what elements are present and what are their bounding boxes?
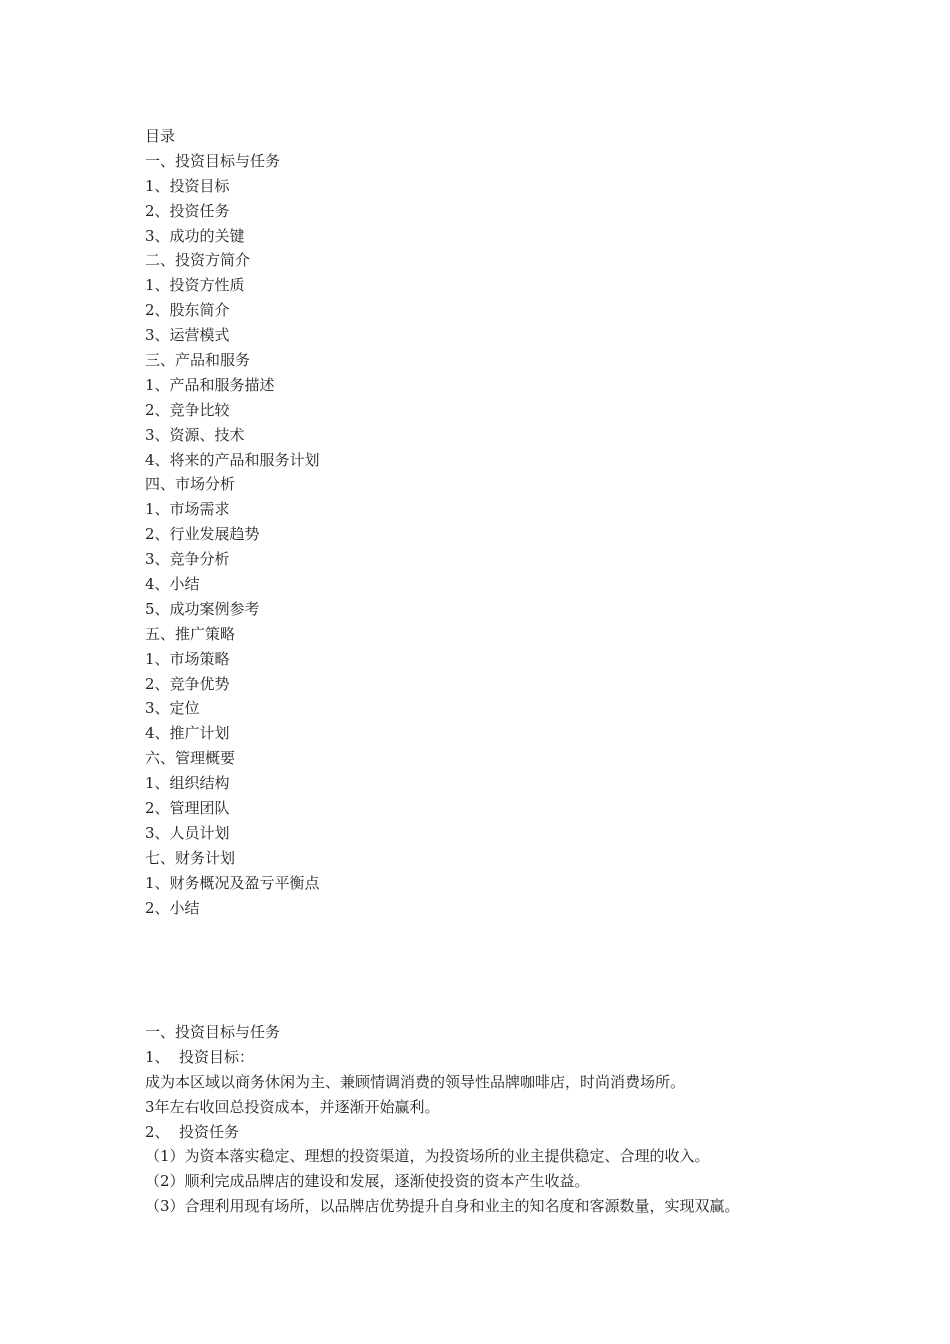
toc-item: 1、市场需求 — [145, 500, 230, 519]
toc-item: 2、竞争比较 — [145, 400, 230, 419]
goal-number: 1、 — [145, 1047, 170, 1066]
toc-item: 七、财务计划 — [145, 848, 236, 867]
toc-item: 3、人员计划 — [145, 823, 230, 842]
task-item: （3）合理利用现有场所，以品牌店优势提升自身和业主的知名度和客源数量，实现双赢。 — [145, 1197, 740, 1216]
toc-item: 1、产品和服务描述 — [145, 375, 275, 394]
goal-paragraph: 3年左右收回总投资成本，并逐渐开始赢利。 — [145, 1097, 440, 1116]
toc-item: 3、竞争分析 — [145, 550, 230, 569]
toc-item: 1、市场策略 — [145, 649, 230, 668]
toc-item: 1、投资方性质 — [145, 276, 245, 295]
toc-item: 4、小结 — [145, 575, 200, 594]
toc-item: 5、成功案例参考 — [145, 599, 260, 618]
toc-item: 一、投资目标与任务 — [145, 151, 281, 170]
goal-subheading — [145, 1045, 845, 1070]
toc-item: 2、管理团队 — [145, 799, 230, 818]
toc-item: 2、行业发展趋势 — [145, 525, 260, 544]
toc-item: 三、产品和服务 — [145, 351, 251, 370]
task-subheading — [145, 1120, 845, 1145]
goal-paragraph: 成为本区域以商务休闲为主、兼顾情调消费的领导性品牌咖啡店，时尚消费场所。 — [145, 1072, 686, 1091]
task-title: 投资任务 — [179, 1122, 240, 1141]
toc-item: 六、管理概要 — [145, 749, 236, 768]
toc-item: 3、成功的关键 — [145, 226, 245, 245]
toc-item: 3、运营模式 — [145, 326, 230, 345]
toc-item: 3、定位 — [145, 699, 200, 718]
toc-item: 2、投资任务 — [145, 201, 230, 220]
toc-item: 1、投资目标 — [145, 176, 230, 195]
task-number: 2、 — [145, 1122, 170, 1141]
toc-title: 目录 — [145, 127, 176, 145]
toc-item: 2、竞争优势 — [145, 674, 230, 693]
toc-item: 3、资源、技术 — [145, 425, 245, 444]
section-heading: 一、投资目标与任务 — [145, 1023, 281, 1041]
toc-item: 二、投资方简介 — [145, 251, 251, 270]
toc-item: 1、组织结构 — [145, 774, 230, 793]
toc-item: 1、财务概况及盈亏平衡点 — [145, 873, 320, 892]
toc-item: 4、推广计划 — [145, 724, 230, 743]
toc-item: 2、股东简介 — [145, 301, 230, 320]
section-investment-goals — [145, 1020, 845, 1219]
toc-item: 五、推广策略 — [145, 624, 236, 643]
toc-item: 四、市场分析 — [145, 475, 236, 494]
toc-item: 4、将来的产品和服务计划 — [145, 450, 320, 469]
goal-title: 投资目标： — [179, 1047, 255, 1066]
toc-item: 2、小结 — [145, 898, 200, 917]
table-of-contents — [145, 124, 845, 921]
task-item: （2）顺利完成品牌店的建设和发展，逐渐使投资的资本产生收益。 — [145, 1172, 590, 1191]
task-item: （1）为资本落实稳定、理想的投资渠道，为投资场所的业主提供稳定、合理的收入。 — [145, 1147, 710, 1166]
